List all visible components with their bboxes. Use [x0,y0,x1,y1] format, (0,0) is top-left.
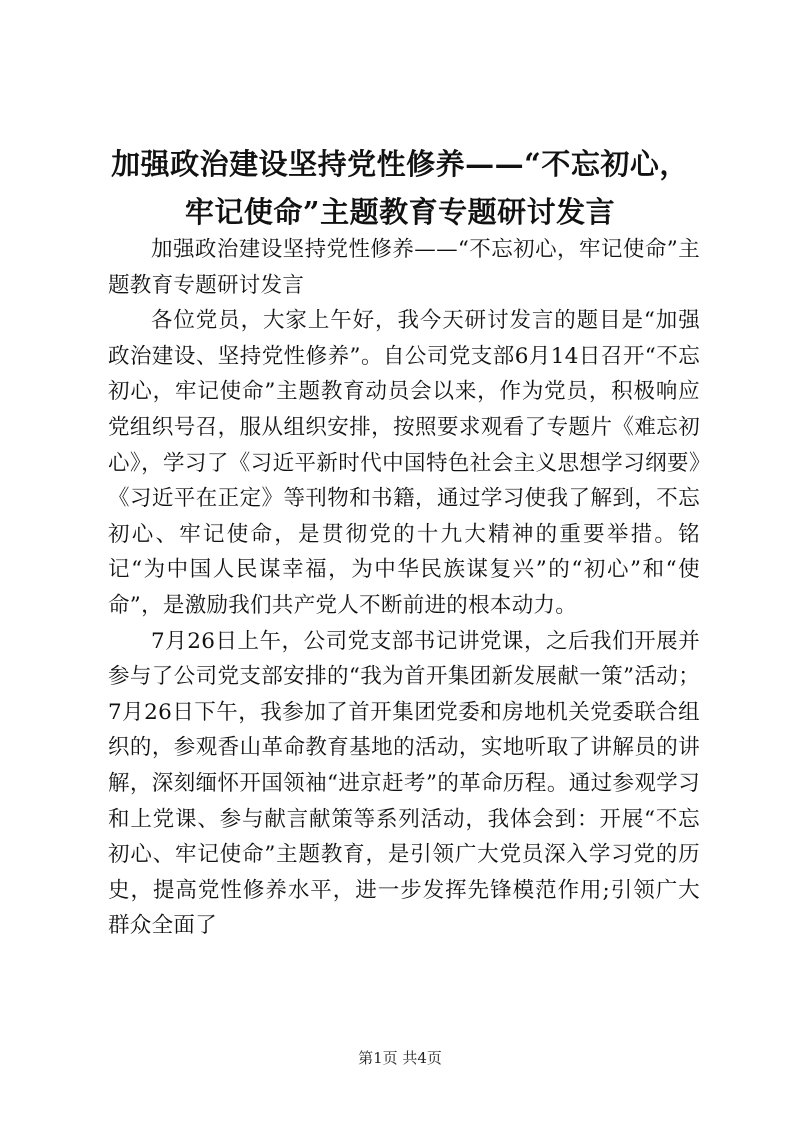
paragraph-subtitle: 加强政治建设坚持党性修养——“不忘初心，牢记使命”主题教育专题研讨发言 [108,237,700,298]
document-body [108,232,700,944]
document-title: 加强政治建设坚持党性修养——“不忘初心，牢记使命”主题教育专题研讨发言 [111,147,689,229]
page-footer: 第1页 共4页 [358,1049,442,1067]
paragraph-1: 各位党员，大家上午好，我今天研讨发言的题目是“加强政治建设、坚持党性修养”。自公司党支部6月14日召开“不忘初心，牢记使命”主题教育动员会以来，作为党员，积极响应党组织号召，服从组织安排，按照要求观看了专题片《难忘初心》，学习了《习近平新时代中国特色社会主义思想学习纲要》《习近平在正定》等刊物和书籍，通过学习使我了解到，不忘初心、牢记使命，是贯彻党的十九大精神的重要举措。铭记“为中国人民谋幸福，为中华民族谋复兴”的“初心”和“使命”，是激励我们共产党人不断前进的根本动力。 [108,308,700,618]
paragraph-2: 7月26日上午，公司党支部书记讲党课，之后我们开展并参与了公司党支部安排的“我为首开集团新发展献一策”活动；7月26日下午，我参加了首开集团党委和房地机关党委联合组织的，参观香山革命教育基地的活动，实地听取了讲解员的讲解，深刻缅怀开国领袖“进京赶考”的革命历程。通过参观学习和上党课、参与献言献策等系列活动，我体会到：开展“不忘初心、牢记使命”主题教育，是引领广大党员深入学习党的历史，提高党性修养水平，进一步发挥先锋模范作用;引领广大群众全面了 [108,628,700,939]
